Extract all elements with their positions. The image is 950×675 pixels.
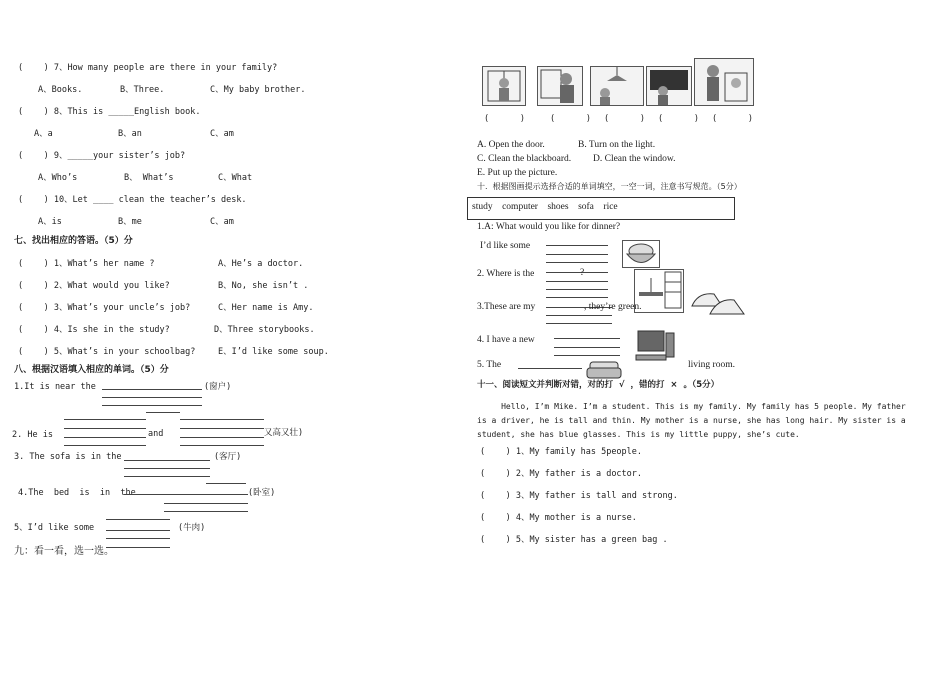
s8-guide-line bbox=[124, 468, 210, 469]
s8-sentence-3: 3. The sofa is in the bbox=[14, 452, 122, 462]
q7-option-c: C、My baby brother. bbox=[210, 85, 306, 95]
s10-guide-line bbox=[546, 323, 612, 324]
s8-hint-2: 又高又壮) bbox=[264, 428, 304, 438]
q10-option-a: A、is bbox=[38, 217, 62, 227]
s11-item-4: ( ) 4、My mother is a nurse. bbox=[480, 513, 637, 523]
section10-title: 十. 根据图画提示选择合适的单词填空，一空一词，注意书写规范。（5分） bbox=[477, 182, 742, 191]
q9-option-c: C、What bbox=[218, 173, 253, 183]
picture-1 bbox=[482, 66, 526, 106]
s10-guide-line bbox=[546, 315, 612, 316]
passage-line-2: is a driver, he is tall and thin. My mother is a nurse, she has long hair. My sister is a bbox=[477, 416, 906, 425]
s8-guide-line bbox=[64, 437, 146, 438]
s10-guide-line bbox=[546, 289, 608, 290]
picture-label-2: ( ) bbox=[550, 114, 591, 124]
s10-blank-2[interactable] bbox=[546, 272, 608, 273]
q7-stem: ( ) 7、How many people are there in your family? bbox=[18, 63, 278, 73]
s8-sentence-2: 2. He is bbox=[12, 430, 53, 440]
s10-guide-line bbox=[546, 254, 608, 255]
section11-title: 十一、阅读短文并判断对错，对的打 √ ，错的打 × 。（5分） bbox=[477, 380, 720, 390]
q10-option-c: C、am bbox=[210, 217, 234, 227]
s7-question-4: ( ) 4、Is she in the study? bbox=[18, 325, 170, 335]
option-e: E. Put up the picture. bbox=[477, 168, 558, 178]
picture-label-4: ( ) bbox=[658, 114, 699, 124]
s10-q3-end: , they’re green. bbox=[584, 302, 642, 312]
q8-stem: ( ) 8、This is _____English book. bbox=[18, 107, 201, 117]
s7-answer-b: B、No, she isn’t . bbox=[218, 281, 309, 291]
s7-question-5: ( ) 5、What’s in your schoolbag? bbox=[18, 347, 196, 357]
picture-2 bbox=[537, 66, 583, 106]
s10-question-2: 2. Where is the bbox=[477, 269, 535, 279]
picture-5 bbox=[694, 58, 754, 106]
s8-guide-line bbox=[164, 503, 248, 504]
s10-blank-4[interactable] bbox=[554, 338, 620, 339]
s8-guide-line bbox=[180, 419, 264, 420]
shoes-picture bbox=[688, 284, 748, 322]
s10-question-1b: I’d like some bbox=[480, 241, 531, 251]
s8-guide-line bbox=[124, 476, 210, 477]
picture-label-1: ( ) bbox=[484, 114, 525, 124]
s8-guide-line bbox=[102, 397, 202, 398]
section8-title: 八、根据汉语填入相应的单词。（5）分 bbox=[14, 365, 169, 375]
s10-blank-5[interactable] bbox=[518, 368, 582, 369]
s10-question-3: 3.These are my bbox=[477, 302, 536, 312]
passage-line-1: Hello, I’m Mike. I’m a student. This is my family. My family has 5 people. My father bbox=[477, 402, 906, 411]
q7-option-a: A、Books. bbox=[38, 85, 83, 95]
s8-guide-line bbox=[180, 437, 264, 438]
s8-blank-4[interactable] bbox=[124, 494, 248, 495]
picture-label-5: ( ) bbox=[712, 114, 753, 124]
option-a: A. Open the door. bbox=[477, 140, 545, 150]
s8-hint-1: (窗户) bbox=[204, 382, 232, 392]
s8-hint-4: (卧室) bbox=[248, 488, 276, 498]
s8-blank-5[interactable] bbox=[106, 530, 170, 531]
q8-option-c: C、am bbox=[210, 129, 234, 139]
s8-sentence-1: 1.It is near the bbox=[14, 382, 96, 392]
s11-item-2: ( ) 2、My father is a doctor. bbox=[480, 469, 643, 479]
q9-stem: ( ) 9、_____your sister’s job? bbox=[18, 151, 186, 161]
s7-answer-d: D、Three storybooks. bbox=[214, 325, 315, 335]
s8-guide-line bbox=[146, 412, 180, 413]
s10-question-5: 5. The bbox=[477, 360, 502, 370]
s10-q5-end: living room. bbox=[688, 360, 735, 370]
s10-guide-line bbox=[554, 347, 620, 348]
s10-question-1: 1.A: What would you like for dinner? bbox=[477, 222, 621, 232]
s8-guide-line bbox=[164, 511, 248, 512]
s8-guide-line bbox=[106, 538, 170, 539]
study-room-picture bbox=[634, 269, 684, 313]
picture-label-3: ( ) bbox=[604, 114, 645, 124]
s8-guide-line bbox=[102, 405, 202, 406]
q8-option-b: B、an bbox=[118, 129, 142, 139]
s8-hint-3: (客厅) bbox=[214, 452, 242, 462]
q10-option-b: B、me bbox=[118, 217, 142, 227]
word-box bbox=[467, 197, 735, 220]
s7-answer-e: E、I’d like some soup. bbox=[218, 347, 329, 357]
s8-guide-line bbox=[64, 445, 146, 446]
s8-sentence-5: 5、I’d like some bbox=[14, 523, 95, 533]
passage-line-3: student, she has blue glasses. This is my little puppy, she’s cute. bbox=[477, 430, 800, 439]
picture-3 bbox=[590, 66, 644, 106]
q10-stem: ( ) 10、Let ____ clean the teacher’s desk. bbox=[18, 195, 247, 205]
q9-option-a: A、Who’s bbox=[38, 173, 78, 183]
s7-answer-c: C、Her name is Amy. bbox=[218, 303, 314, 313]
s10-guide-line bbox=[546, 297, 608, 298]
s8-blank-3[interactable] bbox=[124, 460, 210, 461]
s7-question-2: ( ) 2、What would you like? bbox=[18, 281, 170, 291]
s7-question-3: ( ) 3、What’s your uncle’s job? bbox=[18, 303, 191, 313]
s8-guide-line bbox=[206, 483, 246, 484]
section7-title: 七、找出相应的答语。（5）分 bbox=[14, 236, 133, 246]
s8-guide-line bbox=[64, 419, 146, 420]
s8-and-word: and bbox=[148, 429, 164, 439]
s8-sentence-4: 4.The bed is in the bbox=[18, 488, 136, 498]
s11-item-1: ( ) 1、My family has 5people. bbox=[480, 447, 643, 457]
section9-title: 九：看一看，选一选。 bbox=[14, 546, 114, 557]
s10-question-4: 4. I have a new bbox=[477, 335, 535, 345]
s10-blank-1[interactable] bbox=[546, 245, 608, 246]
rice-bowl-picture bbox=[622, 240, 660, 268]
s11-item-3: ( ) 3、My father is tall and strong. bbox=[480, 491, 678, 501]
q7-option-b: B、Three. bbox=[120, 85, 165, 95]
s8-blank-1[interactable] bbox=[102, 389, 202, 390]
s8-hint-5: (牛肉) bbox=[178, 523, 206, 533]
picture-4 bbox=[646, 66, 692, 106]
s8-guide-line bbox=[180, 445, 264, 446]
s8-guide-line bbox=[106, 519, 170, 520]
q9-option-b: B、 What’s bbox=[124, 173, 174, 183]
option-c: C. Clean the blackboard. bbox=[477, 154, 572, 164]
s8-blank-2a[interactable] bbox=[64, 428, 146, 429]
s10-q2-end: ? bbox=[580, 268, 585, 278]
s10-guide-line bbox=[546, 262, 608, 263]
s7-answer-a: A、He’s a doctor. bbox=[218, 259, 304, 269]
s10-guide-line bbox=[546, 281, 608, 282]
option-d: D. Clean the window. bbox=[593, 154, 676, 164]
s8-guide-line bbox=[106, 547, 170, 548]
s8-blank-2b[interactable] bbox=[180, 428, 264, 429]
s7-question-1: ( ) 1、What’s her name ? bbox=[18, 259, 155, 269]
word-box-words: study computer shoes sofa rice bbox=[472, 202, 618, 212]
q8-option-a: A、a bbox=[34, 129, 53, 139]
option-b: B. Turn on the light. bbox=[578, 140, 656, 150]
s11-item-5: ( ) 5、My sister has a green bag . bbox=[480, 535, 668, 545]
computer-picture bbox=[634, 329, 678, 363]
